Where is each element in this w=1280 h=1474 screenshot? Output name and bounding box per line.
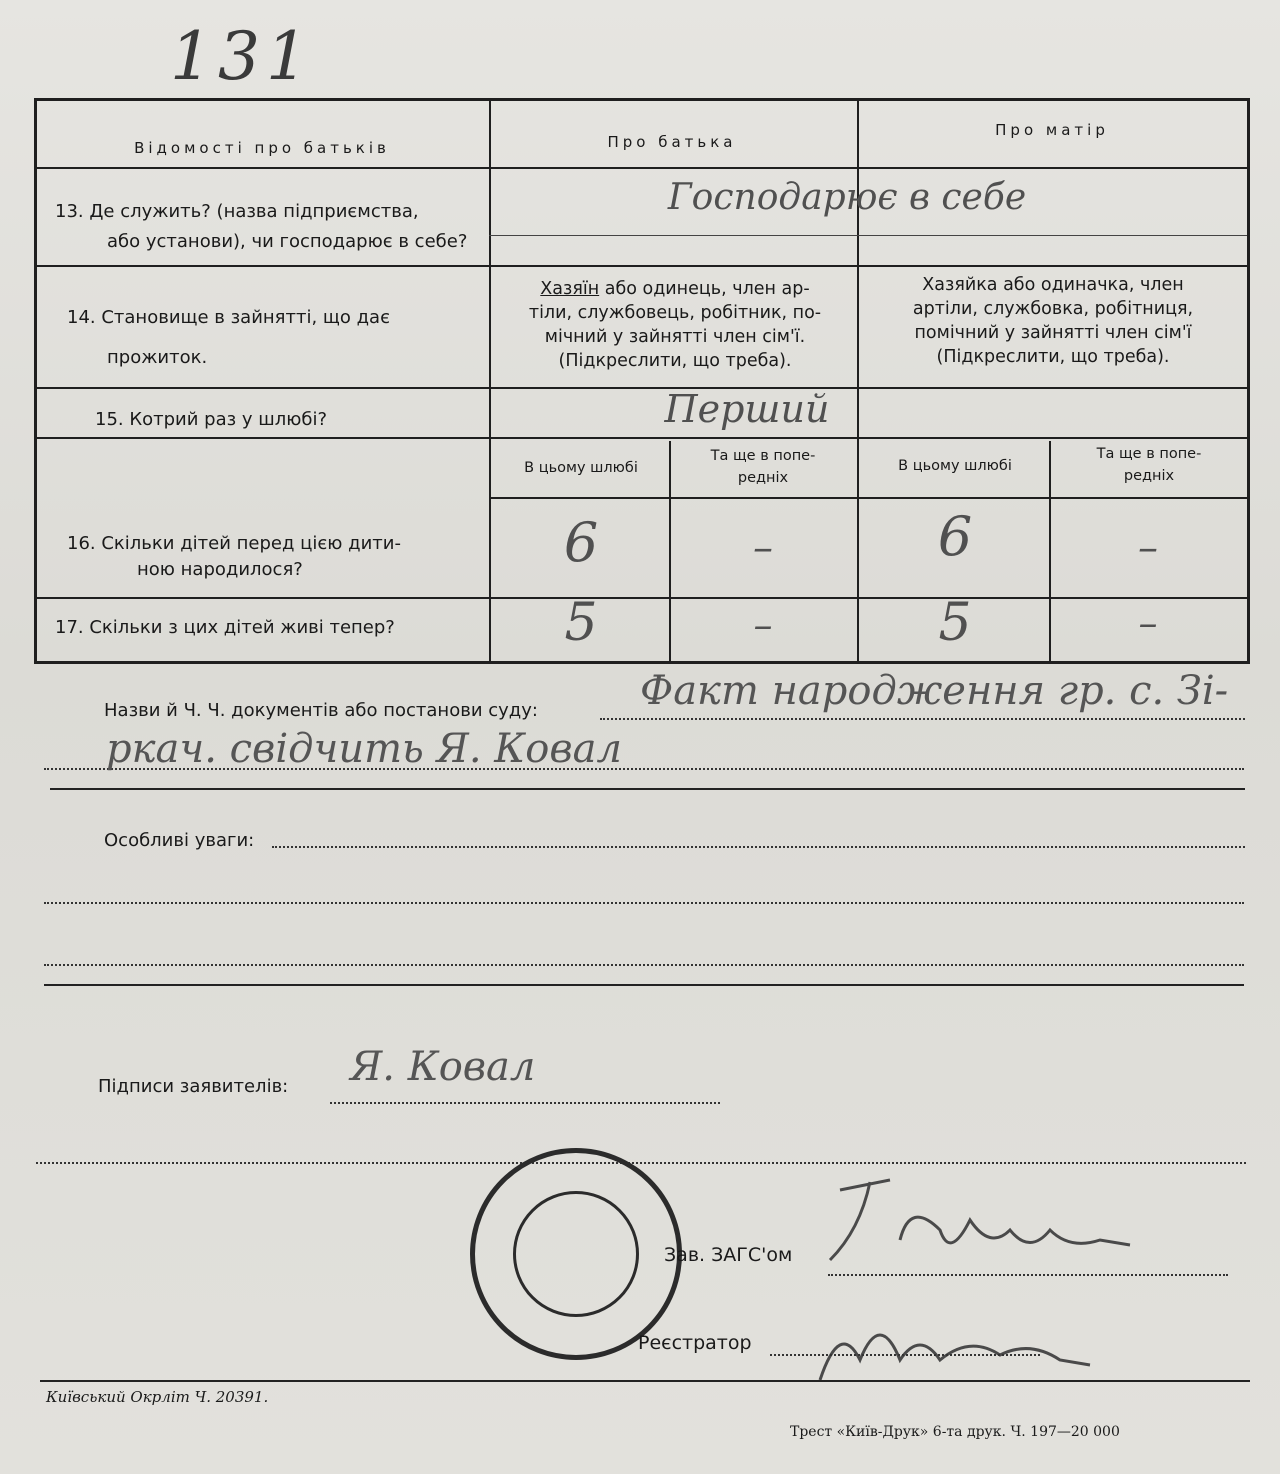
q13-label-line2: або установи), чи господарює в себе?: [107, 231, 468, 252]
signatures-label: Підписи заявителів:: [98, 1076, 289, 1097]
documents-value-line2: ркач. свідчить Я. Ковал: [106, 726, 622, 772]
q14-label-line2: прожиток.: [107, 347, 208, 368]
q14-label-line1: 14. Становище в зайнятті, що дає: [67, 307, 390, 328]
q14-mother-line3: помічний у зайнятті член сім'ї: [914, 323, 1192, 343]
handwritten-number: 131: [170, 18, 314, 95]
q16-father-previous: –: [753, 525, 773, 571]
subheader-father-previous-l2: редніх: [737, 470, 789, 486]
subheader-father-this: В цьому шлюбі: [524, 460, 638, 476]
q14-father-selected: Хазяїн: [540, 279, 600, 299]
q14-mother-line4: (Підкреслити, що треба).: [936, 347, 1170, 367]
head-signature: [800, 1160, 1180, 1410]
header-father: Про батька: [607, 133, 737, 151]
footer-right: Трест «Київ-Друк» 6-та друк. Ч. 197—20 000: [790, 1424, 1120, 1440]
q14-mother-line2: артіли, службовка, робітниця,: [912, 299, 1194, 319]
footer-left: Київський Окрліт Ч. 20391.: [46, 1388, 269, 1406]
q13-answer: Господарює в себе: [667, 177, 1027, 218]
subheader-mother-this: В цьому шлюбі: [898, 458, 1012, 474]
q17-label: 17. Скільки з цих дітей живі тепер?: [55, 617, 395, 638]
parents-info-table: [34, 98, 1250, 664]
signatures-value: Я. Ковал: [350, 1044, 536, 1090]
q14-father-line2: тіли, службовець, робітник, по-: [528, 303, 822, 323]
subheader-mother-previous-l1: Та ще в попе-: [1096, 446, 1202, 462]
q17-father-this: 5: [564, 593, 598, 653]
q14-father-line1: або одинець, член ар-: [599, 279, 810, 299]
q14-father-options: [495, 277, 855, 373]
q17-mother-this: 5: [938, 593, 972, 653]
q16-mother-this: 6: [937, 505, 973, 568]
q16-label-line2: ною народилося?: [137, 559, 303, 580]
q16-father-this: 6: [563, 511, 599, 574]
q14-father-line3: мічний у зайнятті член сім'ї.: [544, 327, 806, 347]
q14-mother-options: [863, 273, 1243, 369]
header-info: Відомості про батьків: [134, 139, 390, 157]
header-mother: Про матір: [995, 121, 1109, 139]
subheader-mother-previous-l2: редніх: [1123, 468, 1175, 484]
subheader-mother-previous: [1053, 443, 1245, 487]
q14-mother-line1: Хазяйка або одиначка, член: [922, 275, 1184, 295]
q15-label: 15. Котрий раз у шлюбі?: [95, 409, 328, 430]
official-stamp: [470, 1148, 682, 1360]
subheader-father-previous: [673, 445, 853, 489]
q17-father-previous: –: [753, 603, 773, 647]
documents-label: Назви й Ч. Ч. документів або постанови суду:: [104, 700, 538, 721]
q16-label-line1: 16. Скільки дітей перед цією дити-: [67, 533, 401, 554]
documents-value-line1: Факт народження гр. с. Зі-: [640, 668, 1229, 714]
q15-answer: Перший: [664, 387, 830, 431]
head-label: Зав. ЗАГС'ом: [664, 1244, 793, 1266]
q13-label-line1: 13. Де служить? (назва підприємства,: [55, 201, 419, 222]
registrar-label: Реєстратор: [638, 1332, 752, 1354]
q17-mother-previous: –: [1138, 601, 1158, 645]
q14-father-line4: (Підкреслити, що треба).: [558, 351, 792, 371]
q16-mother-previous: –: [1138, 525, 1158, 571]
remarks-label: Особливі уваги:: [104, 830, 255, 851]
subheader-father-previous-l1: Та ще в попе-: [710, 448, 816, 464]
